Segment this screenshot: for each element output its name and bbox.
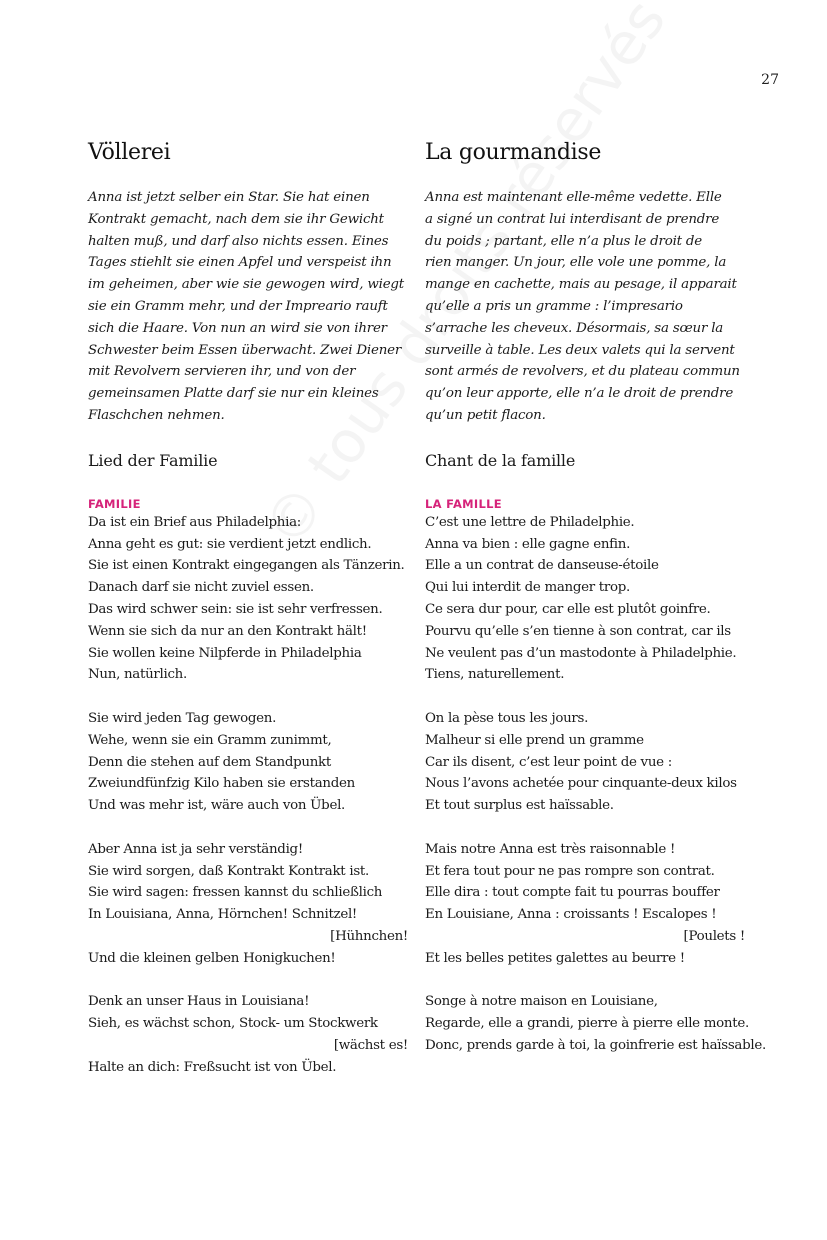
verse-line: Anna geht es gut: sie verdient jetzt endlich. — [88, 536, 372, 552]
stanza — [425, 991, 766, 1056]
french-intro — [425, 187, 745, 427]
stanza — [88, 708, 408, 817]
verse-line: Sie wollen keine Nilpferde in Philadelphia — [88, 645, 362, 661]
intro-line: Anna est maintenant elle-même vedette. Elle — [425, 190, 722, 205]
verse-line: En Louisiane, Anna : croissants ! Escalopes ! — [425, 907, 717, 923]
verse-line: Denk an unser Haus in Louisiana! — [88, 994, 310, 1010]
intro-line: qu’elle a pris un gramme : l’impresario — [425, 298, 683, 314]
french-stanzas — [425, 512, 766, 1057]
verse-line: Sie wird jeden Tag gewogen. — [88, 710, 277, 726]
french-speaker: LA FAMILLE — [425, 496, 502, 511]
intro-line: mit Revolvern servieren ihr, und von der — [88, 364, 356, 380]
stanza — [425, 839, 745, 970]
intro-line: Kontrakt gemacht, nach dem sie ihr Gewicht — [88, 211, 384, 227]
verse-line: Sie ist einen Kontrakt eingegangen als Tänzerin. — [88, 558, 405, 574]
verse-line: Und die kleinen gelben Honigkuchen! — [88, 950, 336, 966]
intro-line: sich die Haare. Von nun an wird sie von ihrer — [88, 320, 387, 336]
intro-line: surveille à table. Les deux valets qui la servent — [425, 342, 735, 358]
intro-line: qu’un petit flacon. — [425, 407, 546, 423]
intro-line: qu’on leur apporte, elle n’a le droit de prendre — [425, 386, 734, 402]
verse-line: Zweiundfünfzig Kilo haben sie erstanden — [88, 776, 355, 792]
verse-line: Elle a un contrat de danseuse-étoile — [425, 558, 659, 574]
verse-line: [Poulets ! — [683, 928, 745, 944]
verse-line: Nous l’avons achetée pour cinquante-deux kilos — [425, 776, 737, 792]
french-column — [425, 140, 766, 1078]
verse-line: [Hühnchen! — [330, 928, 408, 944]
intro-line: halten muß, und darf also nichts essen. Eines — [88, 233, 389, 249]
verse-line: Anna va bien : elle gagne enfin. — [425, 536, 631, 552]
verse-line: Danach darf sie nicht zuviel essen. — [88, 580, 314, 596]
verse-line: Mais notre Anna est très raisonnable ! — [425, 841, 676, 857]
stanza — [425, 512, 745, 686]
intro-line: gemeinsamen Platte darf sie nur ein kleines — [88, 386, 379, 402]
verse-line: Malheur si elle prend un gramme — [425, 732, 644, 748]
german-title: Völlerei — [88, 140, 171, 165]
verse-line: Et les belles petites galettes au beurre ! — [425, 950, 685, 966]
verse-line: Et fera tout pour ne pas rompre son contrat. — [425, 863, 715, 879]
intro-line: sie ein Gramm mehr, und der Impreario rauft — [88, 298, 388, 314]
verse-line: Tiens, naturellement. — [425, 667, 565, 683]
french-title: La gourmandise — [425, 140, 602, 165]
verse-line: Car ils disent, c’est leur point de vue : — [425, 754, 672, 770]
intro-line: a signé un contrat lui interdisant de prendre — [425, 211, 720, 227]
intro-line: im geheimen, aber wie sie gewogen wird, wiegt — [88, 277, 404, 293]
intro-line: Anna ist jetzt selber ein Star. Sie hat einen — [88, 190, 370, 205]
verse-line: [wächst es! — [333, 1037, 408, 1053]
verse-line: Ce sera dur pour, car elle est plutôt goinfre. — [425, 601, 711, 617]
verse-line: On la pèse tous les jours. — [425, 710, 589, 726]
intro-line: sont armés de revolvers, et du plateau commun — [425, 364, 740, 380]
intro-line: Flaschchen nehmen. — [88, 407, 225, 423]
stanza — [88, 991, 408, 1078]
stanza — [88, 839, 408, 970]
intro-line: s’arrache les cheveux. Désormais, sa sœur la — [425, 320, 724, 336]
verse-line: Pourvu qu’elle s’en tienne à son contrat, car ils — [425, 623, 731, 639]
intro-line: du poids ; partant, elle n’a plus le droit de — [425, 233, 702, 249]
intro-line: mange en cachette, mais au pesage, il apparait — [425, 277, 737, 293]
verse-line: Et tout surplus est haïssable. — [425, 798, 614, 814]
intro-line: rien manger. Un jour, elle vole une pomme, la — [425, 255, 727, 271]
intro-line: Schwester beim Essen überwacht. Zwei Diener — [88, 342, 402, 358]
verse-line: Da ist ein Brief aus Philadelphia: — [88, 514, 301, 530]
verse-line: Sie wird sagen: fressen kannst du schließlich — [88, 885, 383, 901]
stanza — [425, 708, 745, 817]
verse-line: Wenn sie sich da nur an den Kontrakt hält! — [88, 623, 367, 639]
verse-line: Ne veulent pas d’un mastodonte à Philadelphie. — [425, 645, 737, 661]
verse-line: Donc, prends garde à toi, la goinfrerie est haïssable. — [425, 1037, 766, 1053]
verse-line: Nun, natürlich. — [88, 667, 187, 683]
verse-line: Und was mehr ist, wäre auch von Übel. — [88, 798, 346, 814]
verse-line: Sieh, es wächst schon, Stock- um Stockwerk — [88, 1016, 378, 1032]
german-intro — [88, 187, 408, 427]
verse-line: Sie wird sorgen, daß Kontrakt Kontrakt ist. — [88, 863, 369, 879]
verse-line: Wehe, wenn sie ein Gramm zunimmt, — [88, 732, 332, 748]
verse-line: Aber Anna ist ja sehr verständig! — [88, 841, 303, 857]
verse-line: Das wird schwer sein: sie ist sehr verfressen. — [88, 601, 383, 617]
german-song-title: Lied der Familie — [88, 450, 218, 470]
french-song-title: Chant de la famille — [425, 450, 576, 470]
verse-line: Regarde, elle a grandi, pierre à pierre elle monte. — [425, 1016, 749, 1032]
stanza — [88, 512, 408, 686]
page-number: 27 — [761, 72, 779, 88]
verse-line: In Louisiana, Anna, Hörnchen! Schnitzel! — [88, 907, 358, 923]
intro-line: Tages stiehlt sie einen Apfel und verspeist ihn — [88, 255, 392, 271]
verse-line: Elle dira : tout compte fait tu pourras bouffer — [425, 885, 720, 901]
verse-line: Songe à notre maison en Louisiane, — [425, 994, 658, 1010]
german-column — [88, 140, 408, 1100]
german-speaker: FAMILIE — [88, 496, 141, 511]
verse-line: Qui lui interdit de manger trop. — [425, 580, 630, 596]
german-stanzas — [88, 512, 408, 1079]
verse-line: Halte an dich: Freßsucht ist von Übel. — [88, 1059, 337, 1075]
verse-line: Denn die stehen auf dem Standpunkt — [88, 754, 331, 770]
verse-line: C’est une lettre de Philadelphie. — [425, 514, 635, 530]
